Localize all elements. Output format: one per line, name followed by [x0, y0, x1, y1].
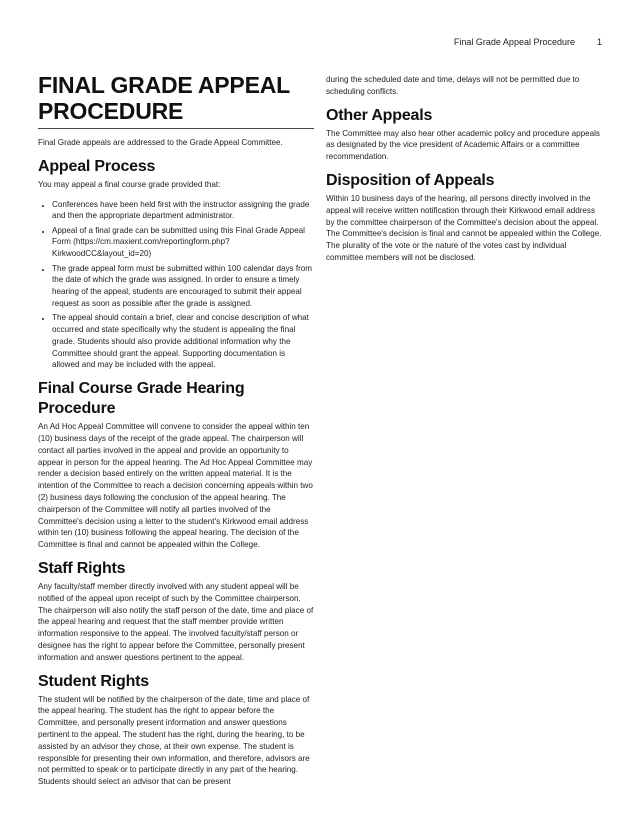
staff-rights-body: Any faculty/staff member directly involved with any student appeal will be notified of the appeal upon receipt of such by the Committee chairperson. The chairperson will also notify the staff person of the date, time and place of the appeal hearing and request that the staff member provide written information responsive to the appeal. The involved faculty/staff person or designee has the right to appear before the Committee, personally present information and answer questions pertinent to the appeal.: [38, 582, 314, 662]
appeal-process-section: [38, 157, 314, 371]
running-title: Final Grade Appeal Procedure: [453, 37, 575, 47]
disposition-heading: Disposition of Appeals: [326, 171, 495, 189]
disposition-body: Within 10 business days of the hearing, all persons directly involved in the appeal will receive written notification through their Kirkwood email address by the committee chairperson of the Committee's decision about the appeal. The Committee's decision is final and cannot be appealed within the College. The plurality of the vote or the nature of the votes cast by individual committee members will not be disclosed.: [326, 193, 602, 262]
other-appeals-section: [326, 106, 602, 163]
staff-rights-section: [38, 559, 314, 664]
page-title: FINAL GRADE APPEAL PROCEDURE: [38, 72, 314, 129]
appeal-process-heading: Appeal Process: [38, 157, 156, 175]
list-item: • The grade appeal form must be submitted within 100 calendar days from the date of which the grade was assigned. In order to ensure a timely hearing of the appeal, students are encouraged to submit their appeal request as soon as possible after the grade is assigned.: [52, 263, 314, 310]
hearing-procedure-heading: Final Course Grade Hearing Procedure: [38, 380, 245, 418]
appeal-process-lead: You may appeal a final course grade provided that:: [38, 179, 221, 189]
hearing-procedure-section: [38, 379, 314, 551]
student-rights-continuation: during the scheduled date and time, delays will not be permitted due to scheduling conflicts.: [326, 75, 580, 96]
list-item: • Appeal of a final grade can be submitted using this Final Grade Appeal Form (https://cm.maxient.com/reportingform.php?KirkwoodCC&layout_id=20): [52, 225, 314, 260]
disposition-section: [326, 171, 602, 264]
list-item: • The appeal should contain a brief, clear and concise description of what occurred and state specifically why the student is appealing the final grade. Students should also provide additional information why the Committee should grant the appeal. Supporting documentation is allowed and may be included with the appeal.: [52, 312, 314, 371]
list-item: • Conferences have been held first with the instructor assigning the grade and then the appropriate department administrator.: [52, 199, 314, 223]
right-column: [326, 74, 602, 264]
student-rights-body: The student will be notified by the chairperson of the date, time and place of the appeal hearing. The student has the right to appear before the Committee, and personally present information and answer questions pertinent to the appeal. The student has the right, during the hearing, to be assisted by an advisor they chose, at their own expense. The student is responsible for presenting their own information, and therefore, advisors are not permitted to speak or to participate directly in any part of the hearing. Students should select an advisor that can be present: [38, 694, 310, 787]
appeal-process-list: [38, 199, 314, 372]
other-appeals-body: The Committee may also hear other academic policy and procedure appeals as designated by the vice president of Academic Affairs or a committee recommendation.: [326, 128, 600, 162]
student-rights-section: [38, 672, 314, 788]
staff-rights-heading: Staff Rights: [38, 560, 126, 578]
intro-text: Final Grade appeals are addressed to the Grade Appeal Committee.: [38, 138, 283, 147]
running-header: [454, 37, 602, 47]
other-appeals-heading: Other Appeals: [326, 106, 433, 124]
page-number: 1: [596, 37, 602, 47]
student-rights-heading: Student Rights: [38, 672, 149, 690]
left-column: [38, 72, 314, 788]
hearing-procedure-body: An Ad Hoc Appeal Committee will convene to consider the appeal within ten (10) business days of the receipt of the grade appeal. The chairperson will contact all parties involved in the appeal and provide an opportunity to appear in person for the appeal hearing. The Ad Hoc Appeal Committee may render a decision based entirely on the written appeal material. It is the intention of the Committee to reach a decision concerning appeals within two (2) business days following the conclusion of the appeal hearing. The chairperson of the Committee will notify all parties involved of the Committee's decision using a letter to the student's Kirkwood email address within ten (10) business following the appeal hearing. The decision of the Committee is final and cannot be appealed within the College.: [38, 422, 313, 550]
